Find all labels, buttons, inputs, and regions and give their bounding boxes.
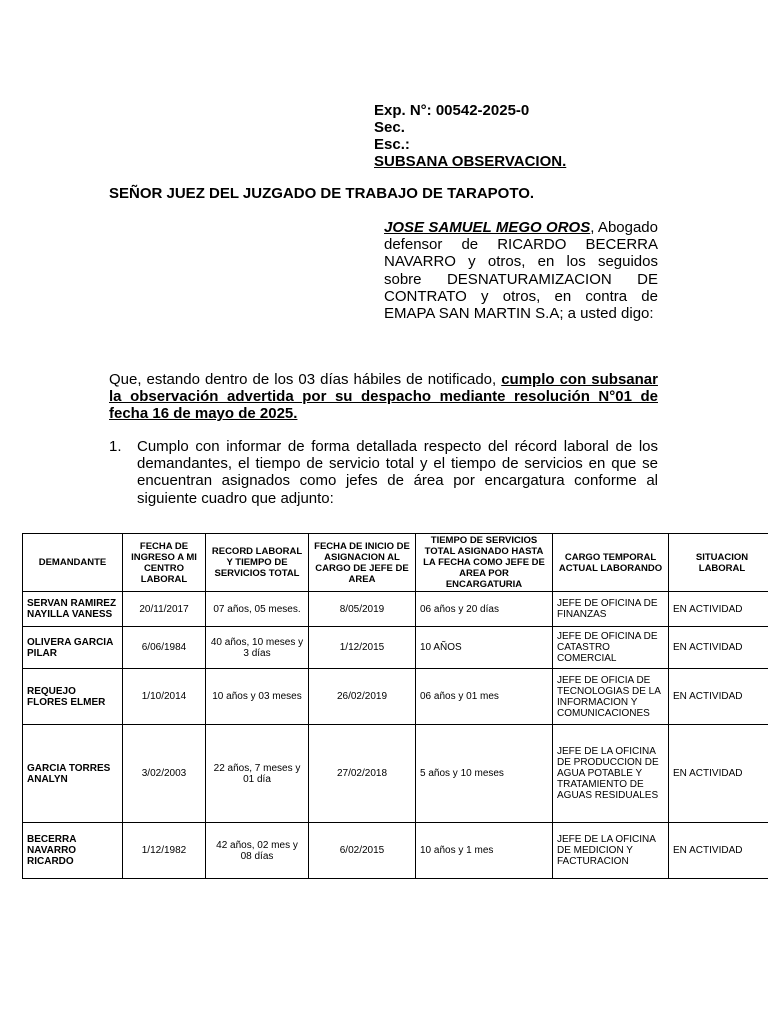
cell-situacion-laboral: EN ACTIVIDAD [669, 823, 768, 879]
cell-record-laboral: 22 años, 7 meses y 01 día [206, 725, 309, 823]
cell-demandante: REQUEJO FLORES ELMER [23, 669, 123, 725]
header-fecha-asignacion: FECHA DE INICIO DE ASIGNACION AL CARGO DE JEFE DE AREA [309, 534, 416, 592]
item-number: 1. [109, 438, 122, 455]
document-subject: SUBSANA OBSERVACION. [374, 153, 567, 170]
labor-record-table [22, 533, 768, 879]
cell-fecha-asignacion: 6/02/2015 [309, 823, 416, 879]
header-cargo-temporal: CARGO TEMPORAL ACTUAL LABORANDO [553, 534, 669, 592]
cell-tiempo-asignado: 10 AÑOS [416, 627, 553, 669]
case-header [374, 102, 566, 170]
cell-cargo-temporal: JEFE DE LA OFICINA DE MEDICION Y FACTURACION [553, 823, 669, 879]
cell-record-laboral: 42 años, 02 mes y 08 días [206, 823, 309, 879]
main-paragraph-emphasis: cumplo con subsanar la observación advertida por su despacho mediante resolución N°01 de fecha 16 de mayo de 2025. [109, 371, 658, 422]
table-header-row [23, 534, 768, 592]
cell-demandante: OLIVERA GARCIA PILAR [23, 627, 123, 669]
table-row [23, 627, 768, 669]
cell-demandante: BECERRA NAVARRO RICARDO [23, 823, 123, 879]
expediente-number: Exp. N°: 00542-2025-0 [374, 102, 530, 119]
table-row [23, 823, 768, 879]
cell-fecha-ingreso: 20/11/2017 [123, 592, 206, 627]
cell-cargo-temporal: JEFE DE OFICIA DE TECNOLOGIAS DE LA INFORMACION Y COMUNICACIONES [553, 669, 669, 725]
court-address: SEÑOR JUEZ DEL JUZGADO DE TRABAJO DE TARAPOTO. [109, 185, 535, 202]
header-record-laboral: RECORD LABORAL Y TIEMPO DE SERVICIOS TOTAL [206, 534, 309, 592]
cell-fecha-ingreso: 1/12/1982 [123, 823, 206, 879]
item-text: Cumplo con informar de forma detallada respecto del récord laboral de los demandantes, el tiempo de servicio total y el tiempo de servicios en que se encuentran asignados como jefes de área por encargatura conforme al siguiente cuadro que adjunto: [137, 438, 658, 507]
cell-cargo-temporal: JEFE DE OFICINA DE CATASTRO COMERCIAL [553, 627, 669, 669]
cell-record-laboral: 40 años, 10 meses y 3 días [206, 627, 309, 669]
cell-situacion-laboral: EN ACTIVIDAD [669, 669, 768, 725]
header-situacion-laboral: SITUACION LABORAL [669, 534, 768, 592]
cell-tiempo-asignado: 06 años y 20 días [416, 592, 553, 627]
table-row [23, 725, 768, 823]
cell-record-laboral: 10 años y 03 meses [206, 669, 309, 725]
table-row [23, 592, 768, 627]
main-paragraph [109, 371, 658, 422]
cell-tiempo-asignado: 5 años y 10 meses [416, 725, 553, 823]
cell-fecha-ingreso: 6/06/1984 [123, 627, 206, 669]
header-demandante: DEMANDANTE [23, 534, 123, 592]
lawyer-name: JOSE SAMUEL MEGO OROS [384, 219, 591, 236]
numbered-item [109, 438, 658, 507]
cell-fecha-ingreso: 3/02/2003 [123, 725, 206, 823]
cell-situacion-laboral: EN ACTIVIDAD [669, 627, 768, 669]
cell-cargo-temporal: JEFE DE OFICINA DE FINANZAS [553, 592, 669, 627]
cell-fecha-asignacion: 1/12/2015 [309, 627, 416, 669]
cell-fecha-ingreso: 1/10/2014 [123, 669, 206, 725]
secretario-label: Sec. [374, 119, 405, 136]
cell-tiempo-asignado: 06 años y 01 mes [416, 669, 553, 725]
intro-paragraph [384, 219, 658, 322]
cell-fecha-asignacion: 26/02/2019 [309, 669, 416, 725]
cell-cargo-temporal: JEFE DE LA OFICINA DE PRODUCCION DE AGUA POTABLE Y TRATAMIENTO DE AGUAS RESIDUALES [553, 725, 669, 823]
main-paragraph-lead: Que, estando dentro de los 03 días hábiles de notificado, [109, 371, 502, 388]
cell-demandante: SERVAN RAMIREZ NAYILLA VANESS [23, 592, 123, 627]
cell-tiempo-asignado: 10 años y 1 mes [416, 823, 553, 879]
table-row [23, 669, 768, 725]
cell-situacion-laboral: EN ACTIVIDAD [669, 725, 768, 823]
cell-fecha-asignacion: 8/05/2019 [309, 592, 416, 627]
cell-fecha-asignacion: 27/02/2018 [309, 725, 416, 823]
header-tiempo-asignado: TIEMPO DE SERVICIOS TOTAL ASIGNADO HASTA LA FECHA COMO JEFE DE AREA POR ENCARGATURIA [416, 534, 553, 592]
header-fecha-ingreso: FECHA DE INGRESO A MI CENTRO LABORAL [123, 534, 206, 592]
cell-demandante: GARCIA TORRES ANALYN [23, 725, 123, 823]
cell-record-laboral: 07 años, 05 meses. [206, 592, 309, 627]
cell-situacion-laboral: EN ACTIVIDAD [669, 592, 768, 627]
escrito-label: Esc.: [374, 136, 410, 153]
intro-text: , Abogado defensor de RICARDO BECERRA NAVARRO y otros, en los seguidos sobre DESNATURAMIZACION DE CONTRATO y otros, en contra de EMAPA SAN MARTIN S.A; a usted digo: [384, 219, 658, 323]
